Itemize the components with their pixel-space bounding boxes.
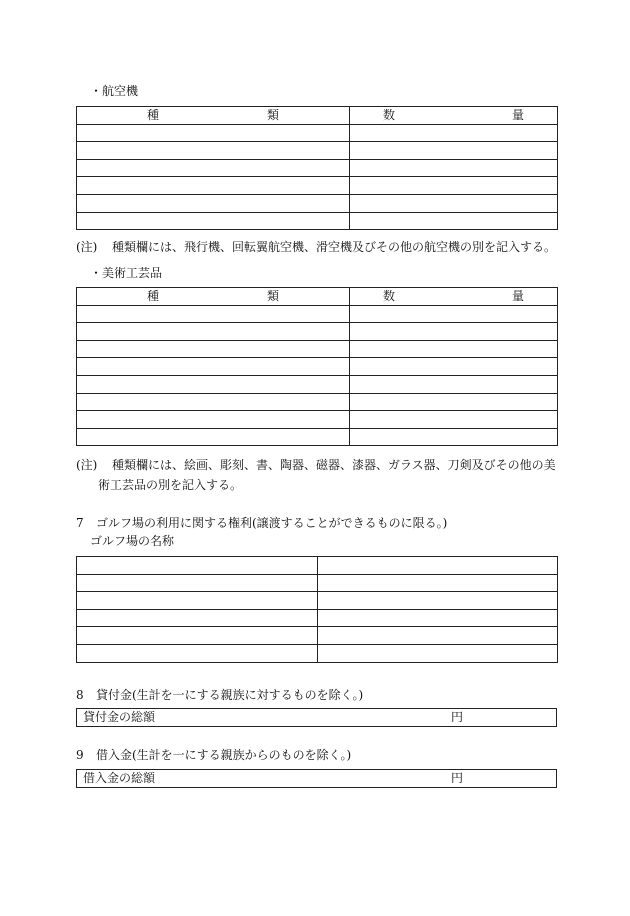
table-row (77, 592, 558, 610)
table-row (77, 358, 558, 376)
aircraft-note: 種類欄には、飛行機、回転翼航空機、滑空機及びその他の航空機の別を記入する。 (112, 240, 557, 254)
table-row (77, 393, 558, 411)
table-row (77, 557, 558, 575)
table-row (77, 574, 558, 592)
quantity-cell[interactable] (350, 358, 558, 376)
table-row (77, 194, 558, 212)
golf-name-cell[interactable] (77, 644, 318, 662)
type-cell[interactable] (77, 428, 350, 446)
table-row (77, 323, 558, 341)
golf-section-title: ゴルフ場の利用に関する権利(譲渡することができるものに限る。) (96, 516, 448, 530)
quantity-cell[interactable] (350, 177, 558, 195)
type-cell[interactable] (77, 411, 350, 429)
borrowings-section-title: 借入金(生計を一にする親族からのものを除く。) (96, 748, 352, 762)
borrowings-section-number: 9 (76, 748, 84, 762)
quantity-cell[interactable] (350, 428, 558, 446)
borrowings-total-label: 借入金の総額 (83, 771, 156, 785)
quantity-cell[interactable] (350, 194, 558, 212)
golf-name-cell[interactable] (77, 627, 318, 645)
golf-name-heading: ゴルフ場の名称 (90, 534, 175, 548)
type-cell[interactable] (77, 159, 350, 177)
golf-name-cell[interactable] (77, 557, 318, 575)
type-cell[interactable] (77, 305, 350, 323)
table-row (77, 124, 558, 142)
type-cell[interactable] (77, 323, 350, 341)
aircraft-note-prefix: (注) (76, 240, 98, 254)
type-cell[interactable] (77, 340, 350, 358)
quantity-cell[interactable] (350, 305, 558, 323)
golf-detail-cell[interactable] (318, 574, 558, 592)
type-cell[interactable] (77, 212, 350, 230)
arts-note-line1: 種類欄には、絵画、彫刻、書、陶器、磁器、漆器、ガラス器、刀剣及びその他の美 (112, 458, 556, 472)
golf-detail-cell[interactable] (318, 644, 558, 662)
golf-detail-cell[interactable] (318, 609, 558, 627)
type-cell[interactable] (77, 124, 350, 142)
aircraft-heading: ・航空機 (90, 84, 139, 98)
golf-table (76, 556, 558, 663)
table-row (77, 340, 558, 358)
aircraft-col-qty-header: 数 量 (350, 107, 558, 125)
quantity-cell[interactable] (350, 212, 558, 230)
arts-heading: ・美術工芸品 (90, 266, 163, 280)
golf-detail-cell[interactable] (318, 592, 558, 610)
table-row (77, 428, 558, 446)
golf-section-number: 7 (76, 516, 84, 530)
table-row (77, 142, 558, 160)
type-cell[interactable] (77, 177, 350, 195)
type-cell[interactable] (77, 358, 350, 376)
arts-table (76, 287, 558, 446)
type-cell[interactable] (77, 194, 350, 212)
table-row (77, 159, 558, 177)
golf-name-cell[interactable] (77, 609, 318, 627)
borrowings-total-unit: 円 (451, 771, 464, 785)
table-row (77, 305, 558, 323)
loans-total-field[interactable] (76, 708, 557, 727)
quantity-cell[interactable] (350, 159, 558, 177)
quantity-cell[interactable] (350, 323, 558, 341)
table-row (77, 177, 558, 195)
aircraft-col-type-header: 種 類 (77, 107, 350, 125)
table-row (77, 411, 558, 429)
quantity-cell[interactable] (350, 124, 558, 142)
table-row (77, 212, 558, 230)
arts-col-qty-header: 数 量 (350, 288, 558, 306)
table-row (77, 627, 558, 645)
loans-total-unit: 円 (451, 710, 464, 724)
quantity-cell[interactable] (350, 340, 558, 358)
aircraft-table-header (77, 107, 558, 125)
loans-section-title: 貸付金(生計を一にする親族に対するものを除く。) (96, 688, 364, 702)
table-row (77, 375, 558, 393)
golf-detail-cell[interactable] (318, 627, 558, 645)
quantity-cell[interactable] (350, 393, 558, 411)
table-row (77, 609, 558, 627)
type-cell[interactable] (77, 393, 350, 411)
arts-table-header (77, 288, 558, 306)
quantity-cell[interactable] (350, 411, 558, 429)
type-cell[interactable] (77, 375, 350, 393)
table-row (77, 644, 558, 662)
golf-detail-cell[interactable] (318, 557, 558, 575)
arts-col-type-header: 種 類 (77, 288, 350, 306)
aircraft-table (76, 106, 558, 230)
type-cell[interactable] (77, 142, 350, 160)
golf-name-cell[interactable] (77, 574, 318, 592)
arts-note-line2: 術工芸品の別を記入する。 (98, 478, 243, 492)
borrowings-total-field[interactable] (76, 769, 557, 788)
golf-name-cell[interactable] (77, 592, 318, 610)
arts-note-prefix: (注) (76, 458, 98, 472)
quantity-cell[interactable] (350, 375, 558, 393)
quantity-cell[interactable] (350, 142, 558, 160)
loans-section-number: 8 (76, 688, 84, 702)
loans-total-label: 貸付金の総額 (83, 710, 156, 724)
